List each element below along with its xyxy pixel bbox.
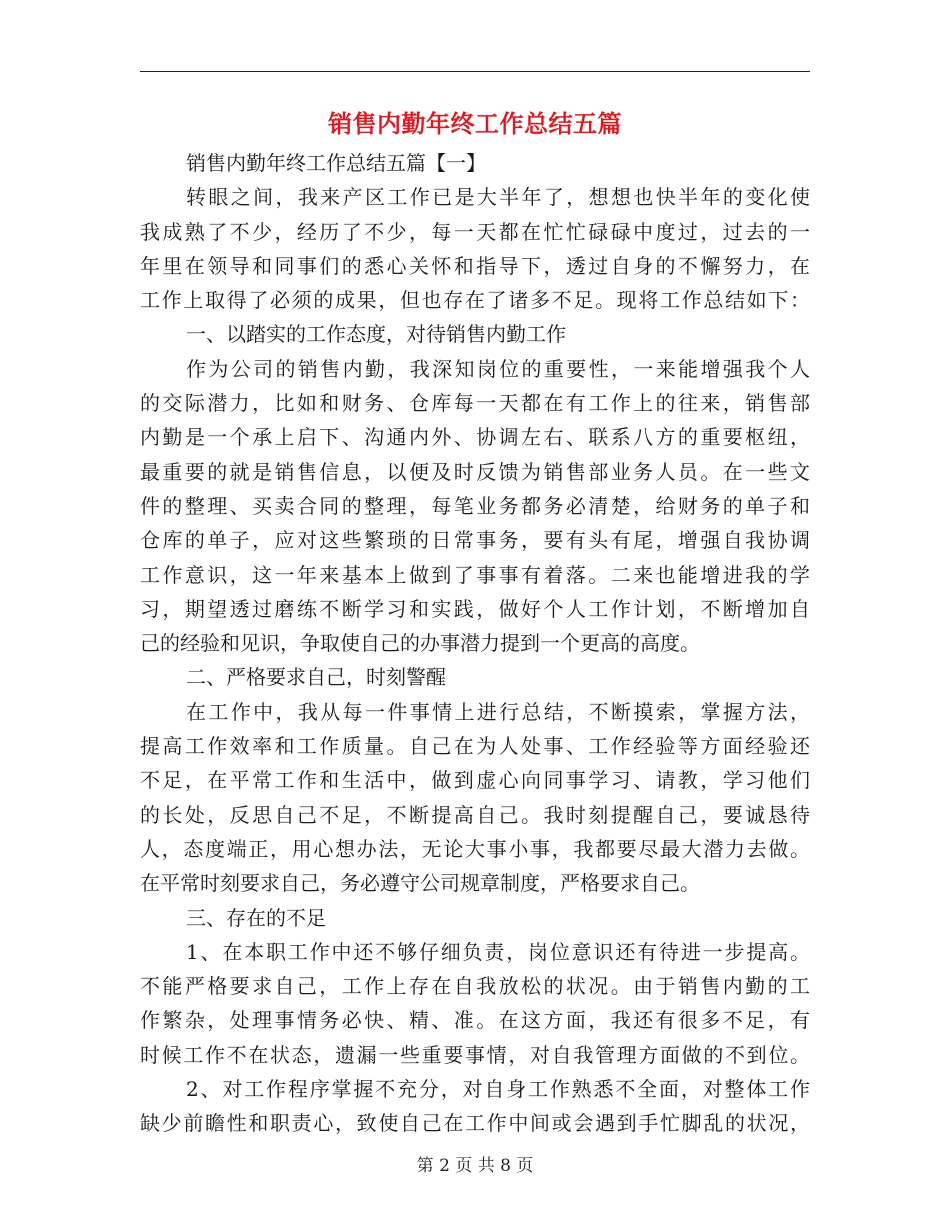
body-line: 在工作中，我从每一件事情上进行总结，不断摸索，掌握方法，: [186, 699, 810, 724]
header-rule: [140, 71, 810, 72]
document-body: [140, 146, 810, 1141]
body-line: 三、存在的不足: [186, 905, 326, 930]
body-line: 己的经验和见识，争取使自己的办事潜力提到一个更高的高度。: [140, 631, 700, 656]
body-line: 销售内勤年终工作总结五篇【一】: [186, 151, 486, 175]
body-line: 一、以踏实的工作态度，对待销售内勤工作: [186, 322, 566, 347]
body-line: 工作上取得了必须的成果，但也存在了诸多不足。现将工作总结如下：: [140, 288, 810, 313]
body-line: 我成熟了不少，经历了不少，每一天都在忙忙碌碌中度过，过去的一: [140, 219, 810, 244]
body-line: 转眼之间，我来产区工作已是大半年了，想想也快半年的变化使: [186, 185, 810, 210]
body-line: 的长处，反思自己不足，不断提高自己。我时刻提醒自己，要诚恳待: [140, 802, 810, 827]
body-line: 时候工作不在状态，遗漏一些重要事情，对自我管理方面做的不到位。: [140, 1042, 810, 1067]
body-line: 在平常时刻要求自己，务必遵守公司规章制度，严格要求自己。: [140, 871, 700, 896]
body-line: 二、严格要求自己，时刻警醒: [186, 665, 446, 690]
page-number: 第 2 页 共 8 页: [416, 1156, 534, 1176]
body-line: 作繁杂，处理事情务必快、精、准。在这方面，我还有很多不足，有: [140, 1008, 810, 1033]
body-line: 人，态度端正，用心想办法，无论大事小事，我都要尽最大潜力去做。: [140, 836, 810, 861]
body-line: 缺少前瞻性和职责心，致使自己在工作中间或会遇到手忙脚乱的状况，: [140, 1111, 810, 1136]
document-title: 销售内勤年终工作总结五篇: [328, 110, 622, 138]
body-line: 2、对工作程序掌握不充分，对自身工作熟悉不全面，对整体工作: [186, 1077, 810, 1102]
body-line: 不能严格要求自己，工作上存在自我放松的状况。由于销售内勤的工: [140, 974, 810, 999]
body-line: 仓库的单子，应对这些繁琐的日常事务，要有头有尾，增强自我协调: [140, 528, 810, 553]
body-line: 不足，在平常工作和生活中，做到虚心向同事学习、请教，学习他们: [140, 768, 810, 793]
body-line: 工作意识，这一年来基本上做到了事事有着落。二来也能增进我的学: [140, 562, 810, 587]
body-line: 作为公司的销售内勤，我深知岗位的重要性，一来能增强我个人: [186, 356, 810, 381]
body-line: 的交际潜力，比如和财务、仓库每一天都在有工作上的往来，销售部: [140, 391, 810, 416]
body-line: 件的整理、买卖合同的整理，每笔业务都务必清楚，给财务的单子和: [140, 493, 810, 518]
body-line: 习，期望透过磨练不断学习和实践，做好个人工作计划，不断增加自: [140, 596, 810, 621]
body-line: 内勤是一个承上启下、沟通内外、协调左右、联系八方的重要枢纽，: [140, 425, 810, 450]
body-line: 1、在本职工作中还不够仔细负责，岗位意识还有待进一步提高。: [186, 939, 810, 964]
body-line: 最重要的就是销售信息，以便及时反馈为销售部业务人员。在一些文: [140, 459, 810, 484]
body-line: 提高工作效率和工作质量。自己在为人处事、工作经验等方面经验还: [140, 734, 810, 759]
body-line: 年里在领导和同事们的悉心关怀和指导下，透过自身的不懈努力，在: [140, 253, 810, 278]
